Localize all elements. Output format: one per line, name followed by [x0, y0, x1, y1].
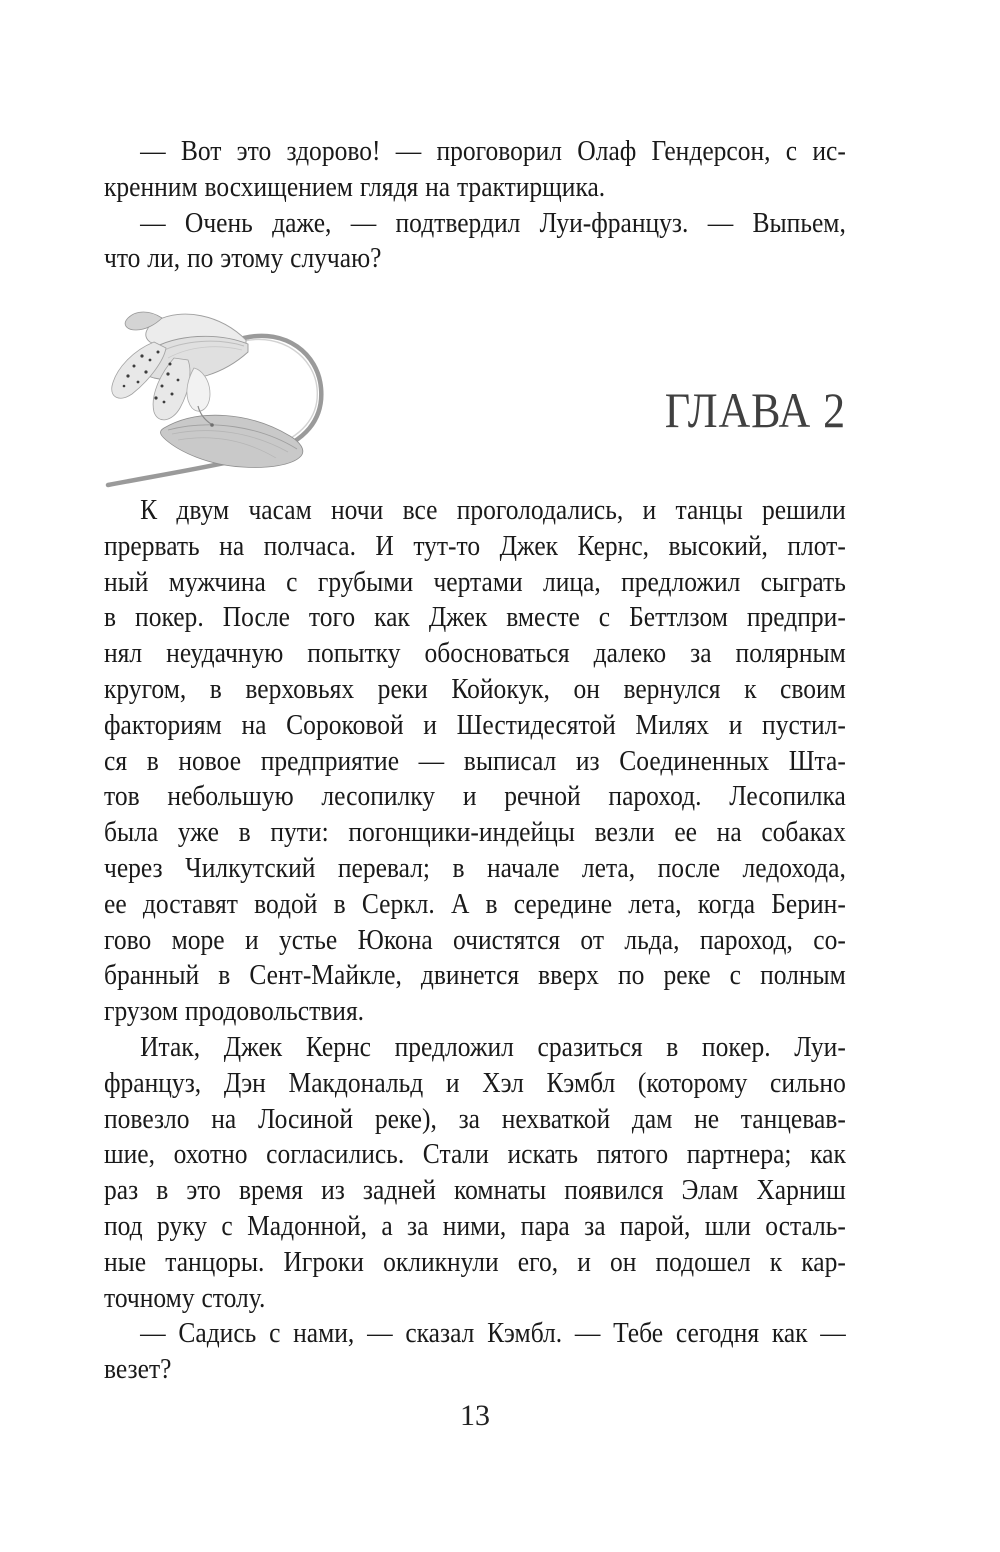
text-line: кренним восхищением глядя на трактирщика. [104, 170, 606, 203]
paragraph [104, 1316, 846, 1388]
chapter-heading: ГЛАВА 2 [664, 382, 846, 438]
text-line: через Чилкутский перевал; в начале лета, после ледохода, [104, 851, 846, 884]
opening-paragraphs [104, 134, 846, 277]
paragraph [104, 134, 846, 206]
text-line: — Вот это здорово! — проговорил Олаф Гендерсон, с ис- [140, 135, 846, 167]
text-line: грузом продовольствия. [104, 995, 365, 1028]
paragraph [104, 206, 846, 278]
text-line: ный мужчина с грубыми чертами лица, предложил сыграть [104, 565, 846, 598]
text-line: нял неудачную попытку обосноваться далеко за полярным [104, 637, 846, 670]
text-line: под руку с Мадонной, а за ними, пара за парой, шли осталь- [104, 1209, 846, 1242]
text-line: гово море и устье Юкона очистятся от льда, пароход, со- [104, 923, 846, 956]
text-line: шие, охотно согласились. Стали искать пятого партнера; как [104, 1138, 846, 1171]
text-line: ся в новое предприятие — выписал из Соединенных Шта- [104, 744, 846, 777]
text-line: — Садись с нами, — сказал Кэмбл. — Тебе сегодня как — [140, 1317, 846, 1350]
text-line: К двум часам ночи все проголодались, и танцы решили [140, 494, 846, 526]
text-line: факториям на Сороковой и Шестидесятой Милях и пустил- [104, 708, 846, 741]
lily-flower-ornament-icon [98, 298, 333, 493]
text-line: точному столу. [104, 1281, 266, 1314]
paragraph [104, 1030, 846, 1316]
body-paragraphs [104, 493, 846, 1388]
text-line: раз в это время из задней комнаты появился Элам Харниш [104, 1174, 846, 1207]
text-line: тов небольшую лесопилку и речной пароход. Лесопилка [104, 780, 846, 813]
text-line: в покер. После того как Джек вместе с Беттлзом предпри- [104, 601, 846, 634]
text-line: ее доставят водой в Серкл. А в середине лета, когда Берин- [104, 887, 846, 920]
text-line: ные танцоры. Игроки окликнули его, и он подошел к кар- [104, 1245, 846, 1278]
text-line: повезло на Лосиной реке), за нехваткой дам не танцевав- [104, 1102, 846, 1135]
text-line: кругом, в верховьях реки Койокук, он вернулся к своим [104, 672, 846, 705]
paragraph [104, 493, 846, 1030]
page-number: 13 [460, 1399, 490, 1432]
text-line: была уже в пути: погонщики-индейцы везли ее на собаках [104, 816, 846, 849]
text-line: прервать на полчаса. И тут-то Джек Кернс, высокий, плот- [104, 529, 846, 562]
text-line: Итак, Джек Кернс предложил сразиться в покер. Луи- [140, 1030, 846, 1063]
text-line: что ли, по этому случаю? [104, 242, 382, 275]
text-line: — Очень даже, — подтвердил Луи-француз. — Выпьем, [140, 206, 846, 239]
text-line: везет? [104, 1353, 172, 1386]
text-line: француз, Дэн Макдональд и Хэл Кэмбл (которому сильно [104, 1066, 846, 1099]
text-line: бранный в Сент-Майкле, двинется вверх по реке с полным [104, 959, 846, 992]
